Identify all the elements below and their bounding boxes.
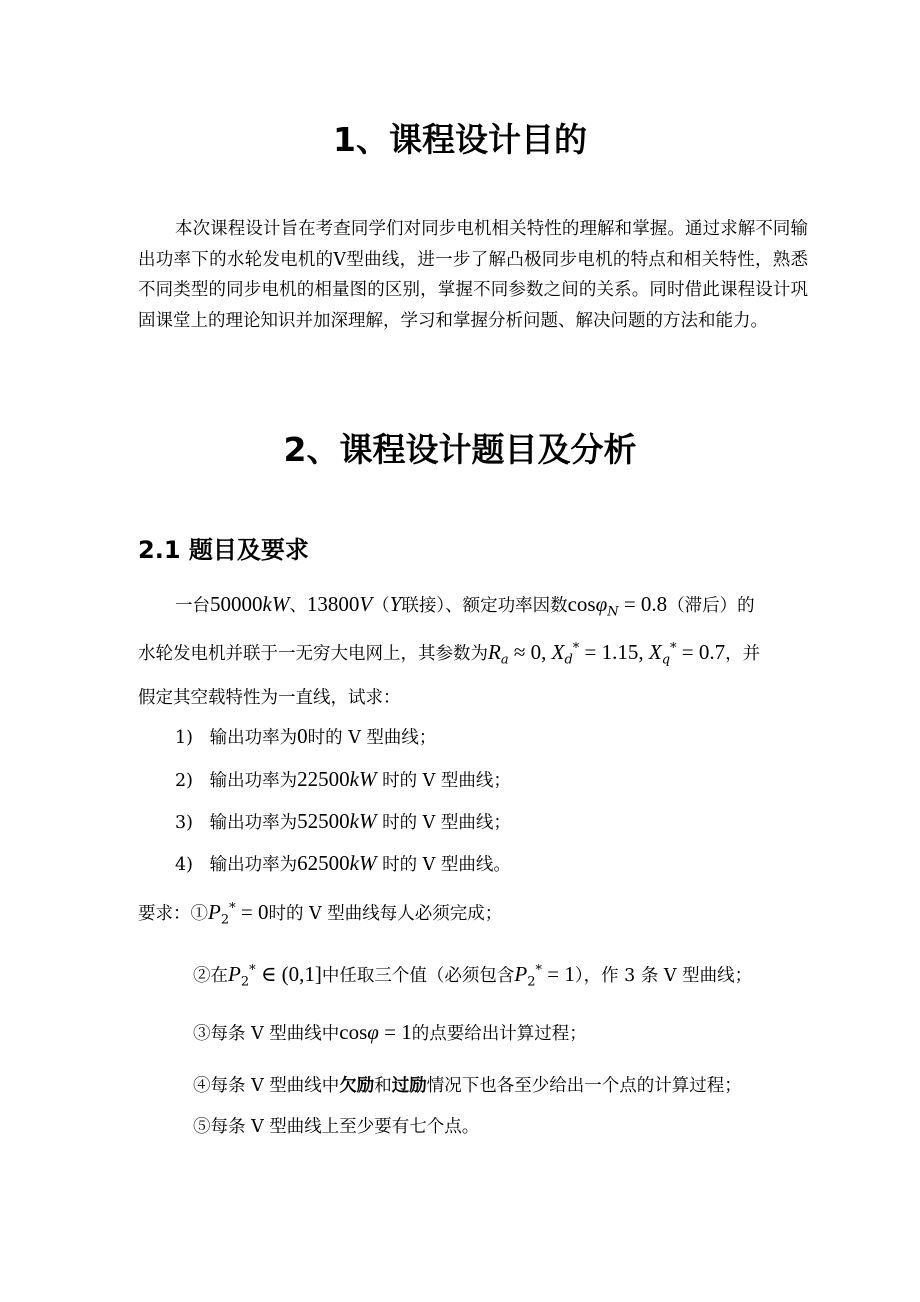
problem-line-1: 一台50000kW、13800V（Y联接）、额定功率因数cosφ$_N$ = 0.8（滞后）的	[175, 592, 755, 620]
over-excitation-term: 过励	[391, 1076, 427, 1096]
section1-title: 1、课程设计目的	[333, 120, 587, 159]
task-item: 1) 输出功率为0时的 V 型曲线；	[175, 724, 437, 748]
subsection-2-1-title: 2.1 题目及要求	[138, 536, 309, 564]
requirement-3: ③每条 V 型曲线中cosφ = 1的点要给出计算过程；	[193, 1020, 587, 1044]
task-item: 2) 输出功率为22500kW 时的 V 型曲线；	[175, 767, 511, 791]
task-item: 3) 输出功率为52500kW 时的 V 型曲线；	[175, 809, 511, 833]
problem-line-2: 水轮发电机并联于一无穷大电网上，其参数为$R_a \approx 0$, $X_d^* = 1.15$, $X_q^* = 0.7$，并	[138, 640, 761, 668]
requirement-1: 要求：$①P_2^* = 0$时的 V 型曲线每人必须完成；	[138, 900, 503, 928]
task-item: 4) 输出功率为62500kW 时的 V 型曲线。	[175, 851, 511, 875]
requirement-4: ④每条 V 型曲线中欠励和过励情况下也各至少给出一个点的计算过程；	[193, 1076, 742, 1096]
problem-line-3: 假定其空载特性为一直线，试求：	[138, 688, 401, 708]
under-excitation-term: 欠励	[339, 1076, 375, 1096]
section1-paragraph: 本次课程设计旨在考查同学们对同步电机相关特性的理解和掌握。通过求解不同输出功率下的水轮发电机的V型曲线，进一步了解凸极同步电机的特点和相关特性，熟悉不同类型的同步电机的相量图的区别，掌握不同参数之间的关系。同时借此课程设计巩固课堂上的理论知识并加深理解，学习和掌握分析问题、解决问题的方法和能力。	[138, 219, 808, 331]
section2-title: 2、课程设计题目及分析	[283, 430, 637, 469]
requirement-5: ⑤每条 V 型曲线上至少要有七个点。	[193, 1117, 480, 1137]
requirement-2: ②在$P_2^*$ ∈ (0,1]中任取三个值（必须包含$P_2^* = 1$），作 3 条 V 型曲线；	[193, 962, 753, 990]
